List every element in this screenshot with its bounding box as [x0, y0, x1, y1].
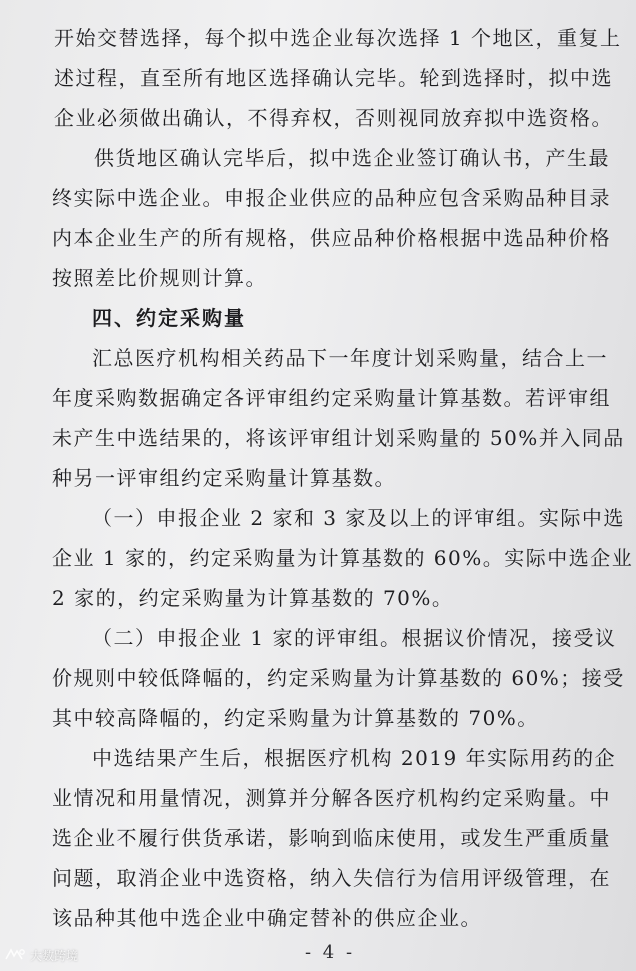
- text-line: 内本企业生产的所有规格，供应品种价格根据中选品种价格: [52, 226, 611, 250]
- page-number: - 4 -: [304, 942, 356, 963]
- text-line: 年度采购数据确定各评审组约定采购量计算基数。若评审组: [52, 386, 611, 410]
- text-line: 供货地区确认完毕后，拟中选企业签订确认书，产生最: [94, 146, 610, 170]
- text-line: （一）申报企业 2 家和 3 家及以上的评审组。实际中选: [92, 506, 625, 530]
- text-line: 企业 1 家的，约定采购量为计算基数的 60%。实际中选企业: [52, 546, 634, 570]
- text-line: 未产生中选结果的，将该评审组计划采购量的 50%并入同品: [52, 426, 625, 450]
- text-line: 企业必须做出确认，不得弃权，否则视同放弃拟中选资格。: [54, 106, 613, 130]
- text-line: 开始交替选择，每个拟中选企业每次选择 1 个地区，重复上: [54, 26, 622, 50]
- watermark: [4, 944, 78, 966]
- text-line: 汇总医疗机构相关药品下一年度计划采购量，结合上一: [92, 346, 608, 370]
- text-line: 业情况和用量情况，测算并分解各医疗机构约定采购量。中: [52, 786, 611, 810]
- text-line: 选企业不履行供货承诺，影响到临床使用，或发生严重质量: [52, 826, 611, 850]
- text-line: 种另一评审组约定采购量计算基数。: [52, 466, 396, 490]
- text-line: （二）申报企业 1 家的评审组。根据议价情况，接受议: [92, 626, 617, 650]
- text-line: 该品种其他中选企业中确定替补的供应企业。: [52, 906, 482, 930]
- text-line: 价规则中较低降幅的，约定采购量为计算基数的 60%；接受: [52, 666, 625, 690]
- watermark-text: 大数跨境: [30, 948, 79, 963]
- text-line: 其中较高降幅的，约定采购量为计算基数的 70%。: [52, 706, 539, 730]
- text-line: 问题，取消企业中选资格，纳入失信行为信用评级管理，在: [52, 866, 611, 890]
- logo-mark-icon: [4, 947, 26, 963]
- text-line: 述过程，直至所有地区选择确认完毕。轮到选择时，拟中选: [54, 66, 613, 90]
- section-heading: 四、约定采购量: [92, 306, 246, 330]
- text-line: 2 家的，约定采购量为计算基数的 70%。: [52, 586, 454, 610]
- text-line: 终实际中选企业。申报企业供应的品种应包含采购品种目录: [52, 186, 611, 210]
- text-line: 按照差比价规则计算。: [52, 266, 267, 290]
- text-line: 中选结果产生后，根据医疗机构 2019 年实际用药的企: [92, 746, 617, 770]
